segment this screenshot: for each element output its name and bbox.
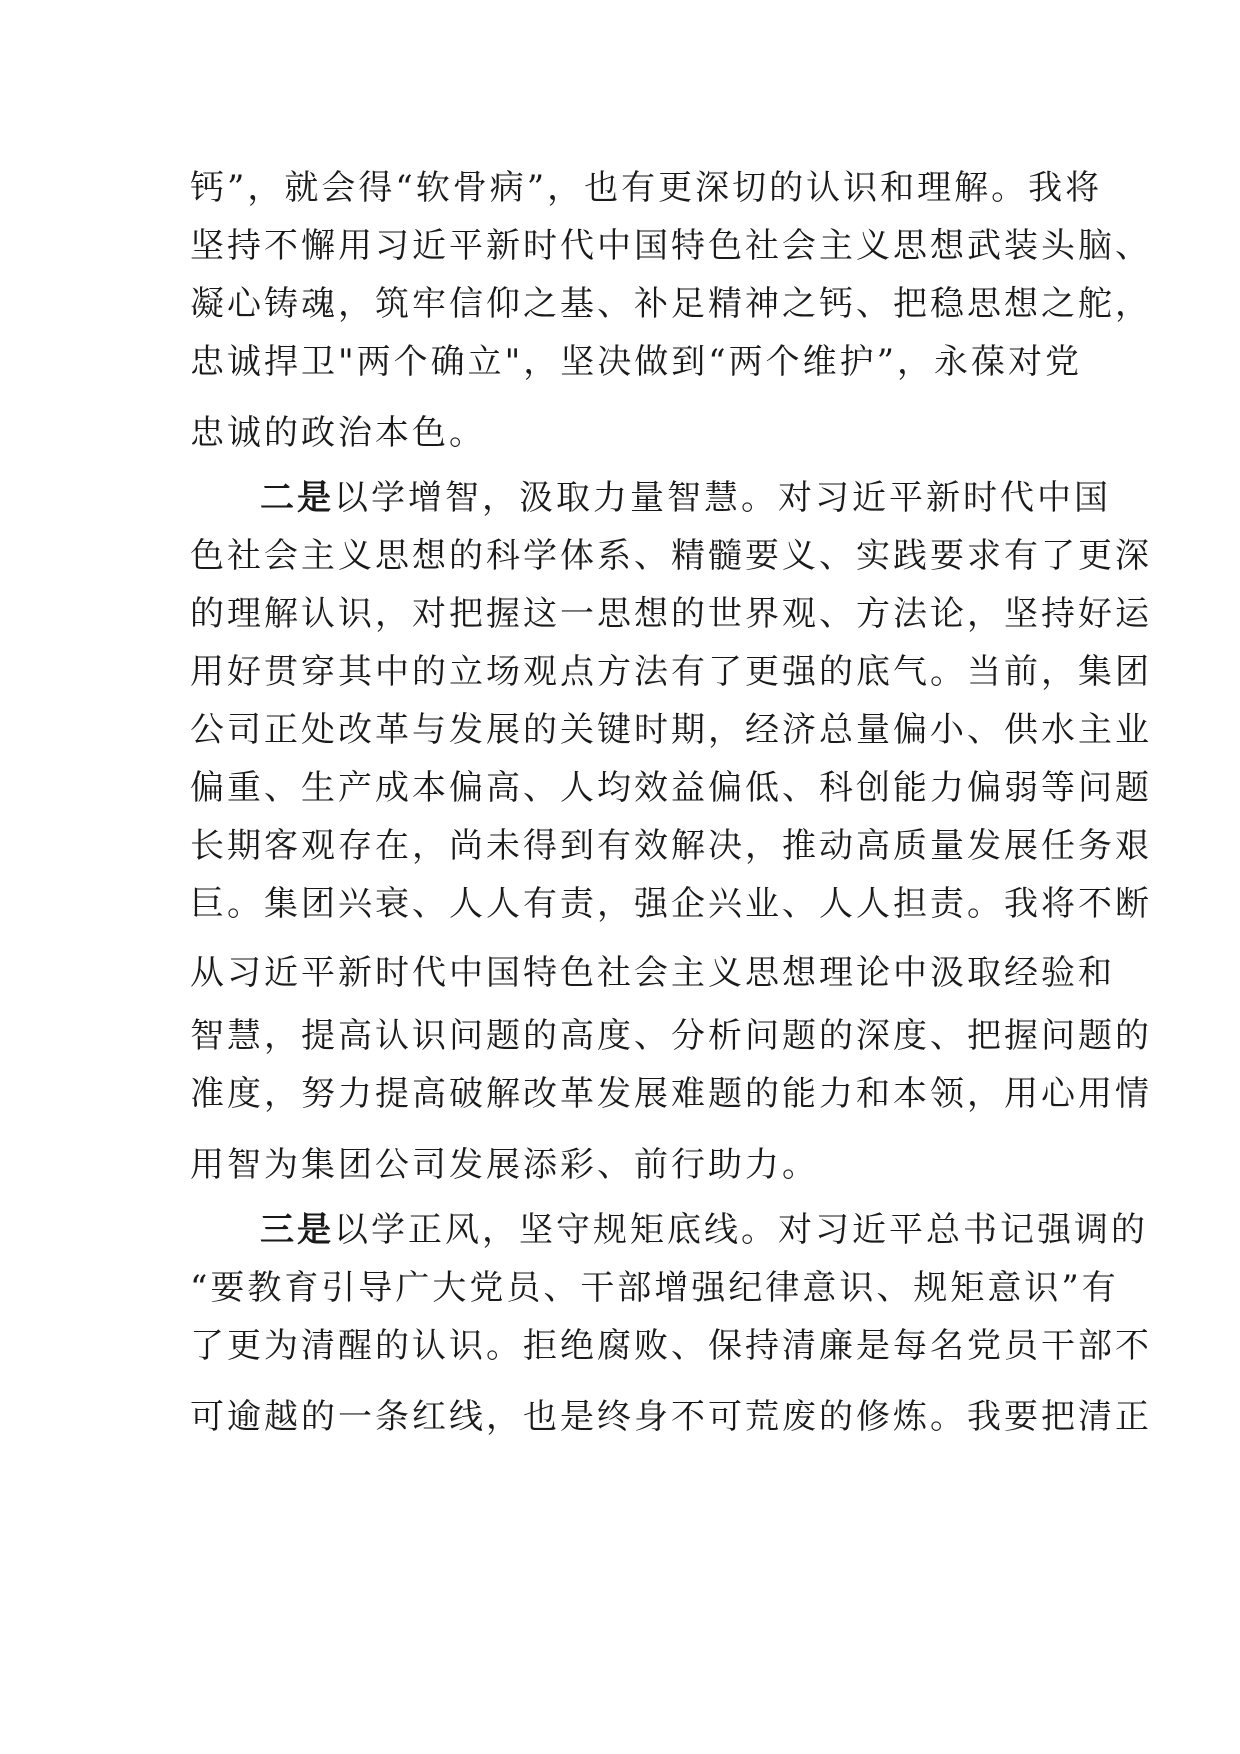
paragraph-1-line-4: 忠诚捍卫"两个确立"，坚决做到“两个维护”，永葆对党 [190, 342, 1083, 382]
paragraph-2-line-3: 的理解认识，对把握这一思想的世界观、方法论，坚持好运 [190, 594, 1152, 634]
paragraph-1-line-1: 钙”，就会得“软骨病”，也有更深切的认识和理解。我将 [190, 168, 1103, 208]
paragraph-2-line-9: 从习近平新时代中国特色社会主义思想理论中汲取经验和 [190, 953, 1115, 993]
paragraph-3-line-4: 可逾越的一条红线，也是终身不可荒废的修炼。我要把清正 [190, 1397, 1152, 1437]
paragraph-3-first-line-text: 以学正风，坚守规矩底线。对习近平总书记强调的 [334, 1210, 1148, 1250]
paragraph-2-line-4: 用好贯穿其中的立场观点方法有了更强的底气。当前，集团 [190, 652, 1152, 692]
paragraph-2-lead: 二是 [260, 478, 334, 518]
paragraph-2-line-1 [260, 470, 1111, 519]
paragraph-3-lead: 三是 [260, 1210, 334, 1250]
paragraph-1-line-3: 凝心铸魂，筑牢信仰之基、补足精神之钙、把稳思想之舵， [190, 284, 1152, 324]
paragraph-1-line-2: 坚持不懈用习近平新时代中国特色社会主义思想武装头脑、 [190, 226, 1152, 266]
paragraph-1-line-5: 忠诚的政治本色。 [190, 413, 486, 453]
paragraph-2-line-8: 巨。集团兴衰、人人有责，强企兴业、人人担责。我将不断 [190, 884, 1152, 924]
paragraph-3-line-3: 了更为清醒的认识。拒绝腐败、保持清廉是每名党员干部不 [190, 1326, 1152, 1366]
paragraph-2-line-11: 准度，努力提高破解改革发展难题的能力和本领，用心用情 [190, 1074, 1152, 1114]
paragraph-2-line-12: 用智为集团公司发展添彩、前行助力。 [190, 1145, 819, 1185]
paragraph-3-line-2: “要教育引导广大党员、干部增强纪律意识、规矩意识”有 [190, 1268, 1119, 1308]
paragraph-2-line-10: 智慧，提高认识问题的高度、分析问题的深度、把握问题的 [190, 1016, 1152, 1056]
paragraph-2-line-5: 公司正处改革与发展的关键时期，经济总量偏小、供水主业 [190, 710, 1152, 750]
paragraph-2-line-6: 偏重、生产成本偏高、人均效益偏低、科创能力偏弱等问题 [190, 768, 1152, 808]
paragraph-2-line-7: 长期客观存在，尚未得到有效解决，推动高质量发展任务艰 [190, 826, 1152, 866]
paragraph-3-line-1 [260, 1202, 1148, 1251]
paragraph-2-line-2: 色社会主义思想的科学体系、精髓要义、实践要求有了更深 [190, 536, 1152, 576]
paragraph-2-first-line-text: 以学增智，汲取力量智慧。对习近平新时代中国 [334, 478, 1111, 518]
